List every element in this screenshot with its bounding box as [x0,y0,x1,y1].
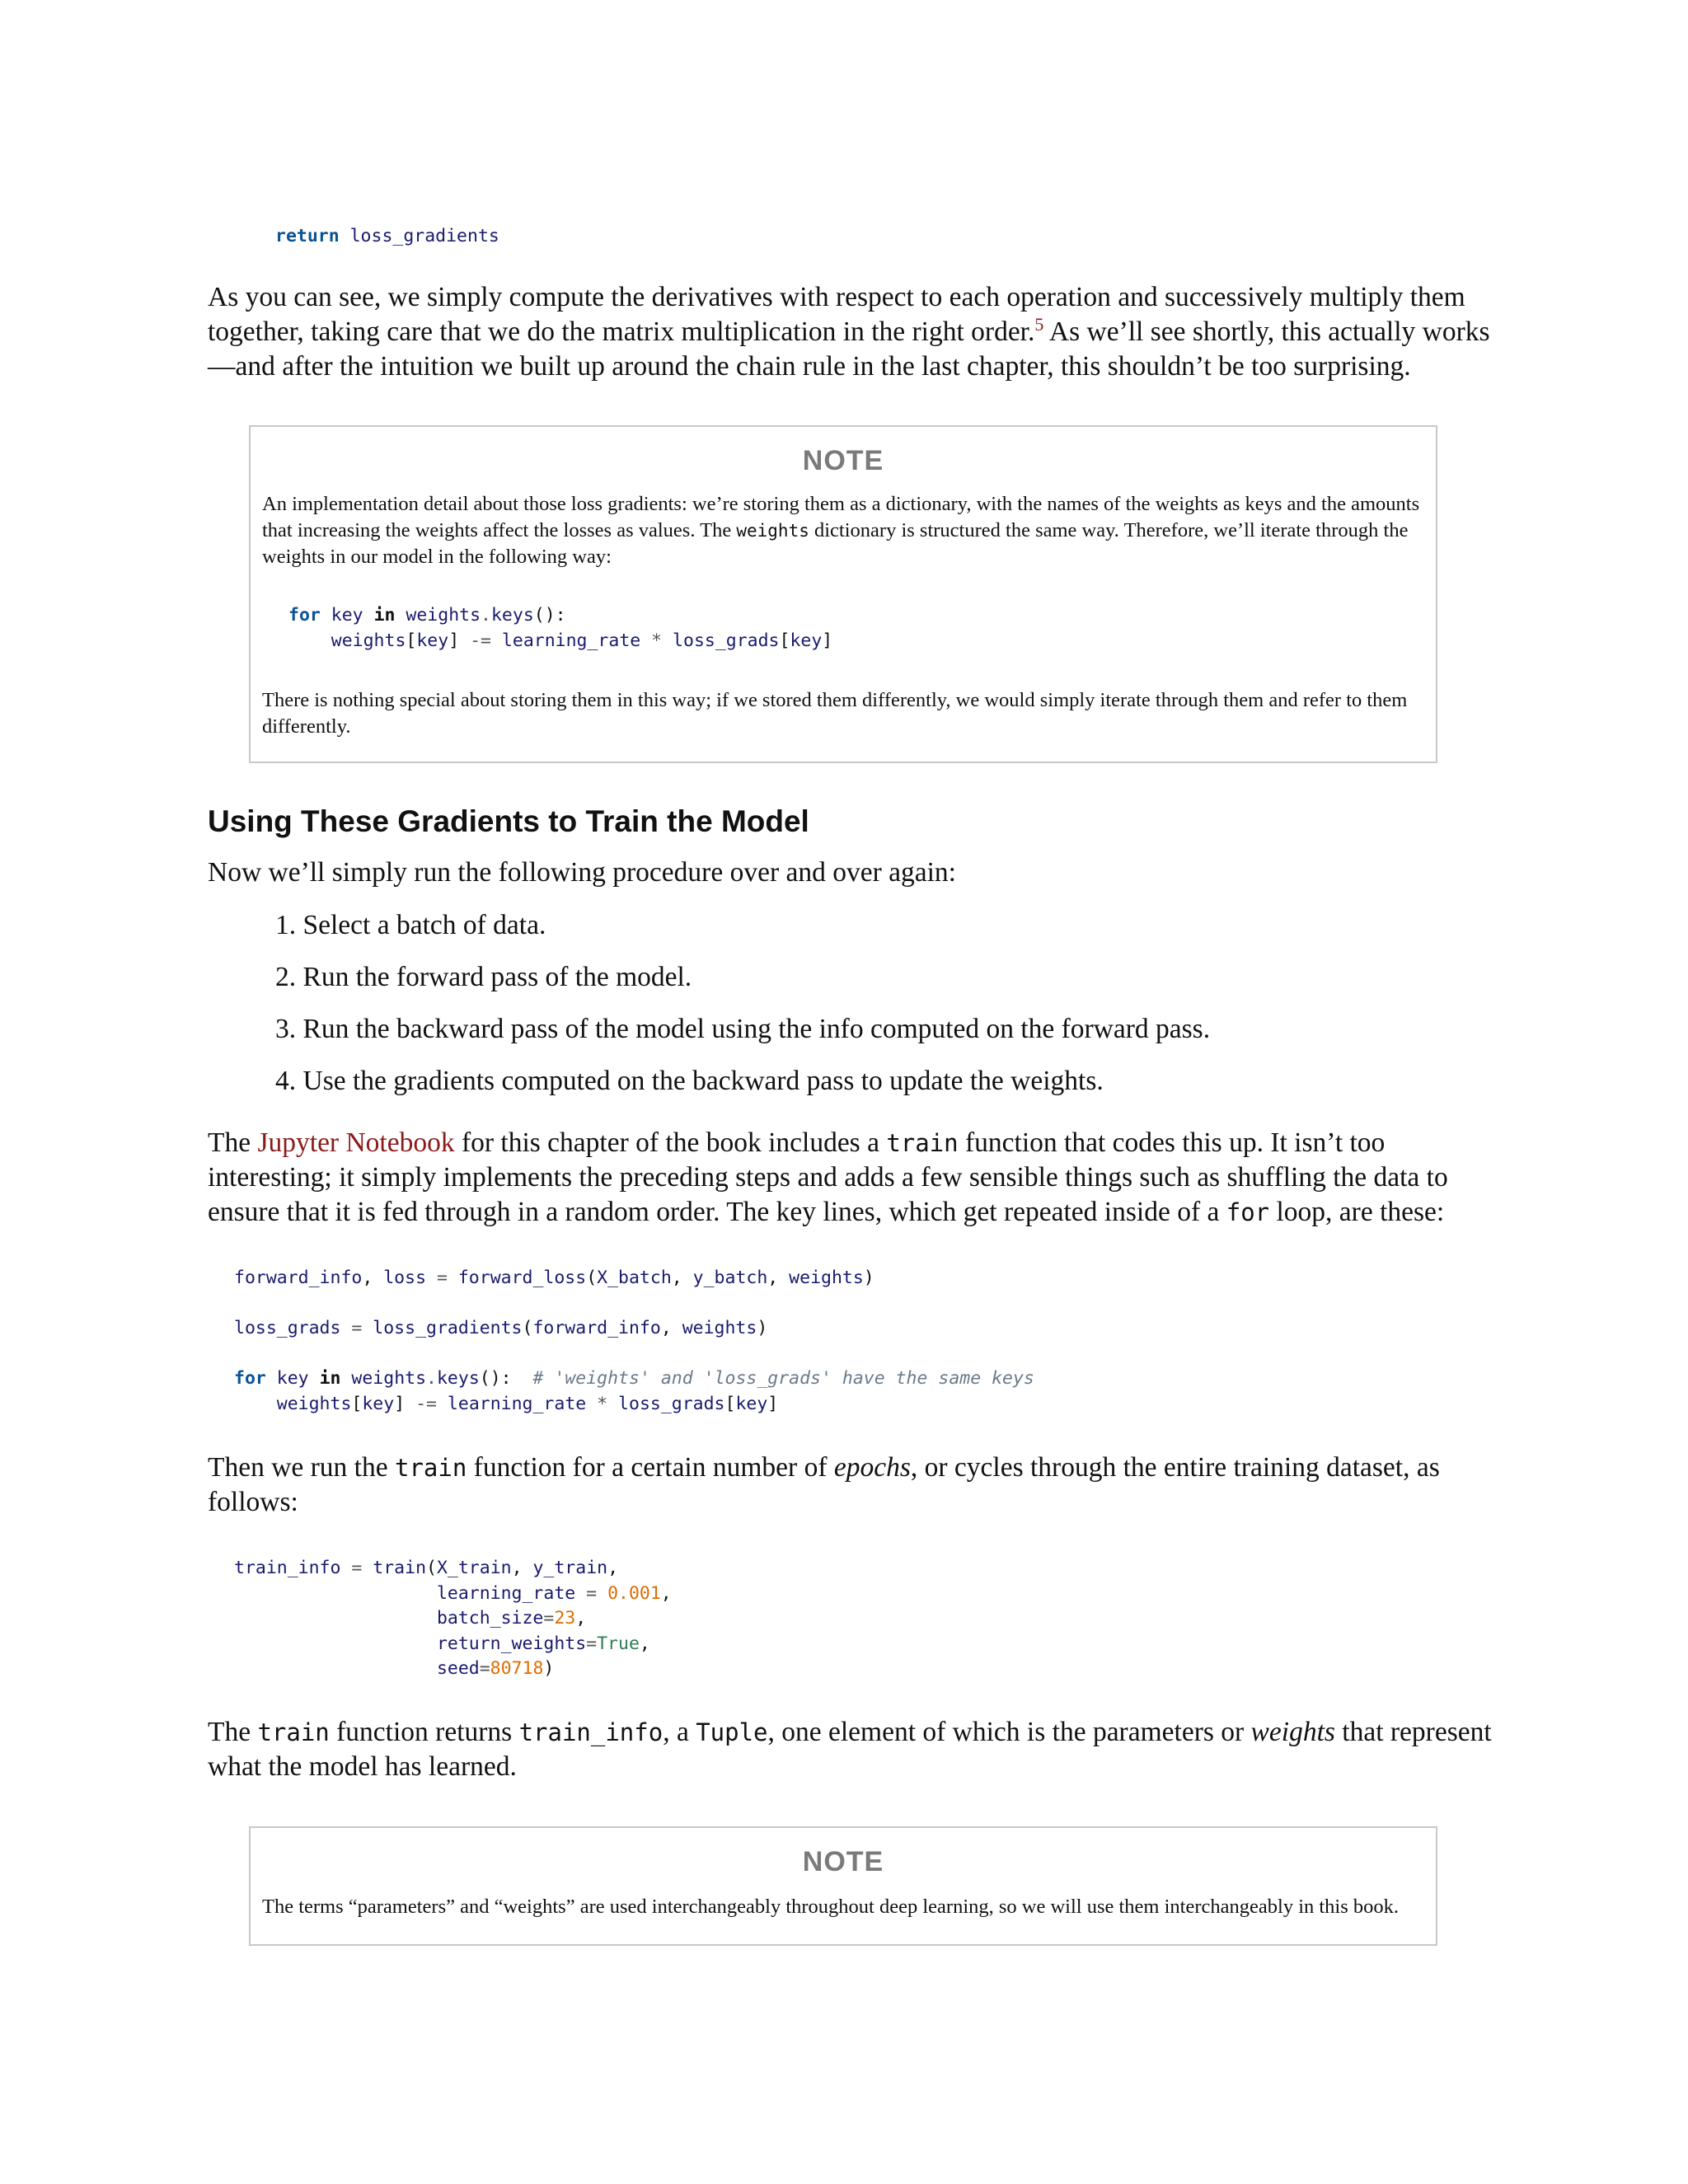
paragraph-epochs [208,1451,1493,1520]
list-item: 4. Use the gradients computed on the backward pass to update the weights. [275,1066,1104,1096]
inline-code: train [886,1129,959,1157]
paragraph-text: As we’ll see shortly, this actually works—and after the intuition we built up around the chain rule in the last chapter, this shouldn’t be too surprising. [208,316,1490,382]
inline-code: weights [736,521,809,541]
emphasis-text: weights [1250,1717,1335,1747]
note-title: NOTE [802,445,884,476]
section-heading: Using These Gradients to Train the Model [208,804,809,838]
code-return-line [275,224,499,250]
code-keyword: return [275,226,340,246]
emphasis-text: epochs [833,1452,911,1483]
jupyter-notebook-link[interactable]: Jupyter Notebook [257,1127,455,1158]
paragraph-text: for this chapter of the book includes a [454,1127,887,1158]
intro-paragraph: Now we’ll simply run the following procedure over and over again: [208,857,956,888]
inline-code: Tuple [696,1718,768,1746]
paragraph-text: , or cycles through the entire training dataset, as follows: [208,1452,1440,1517]
note-paragraph: There is nothing special about storing them in this way; if we stored them differently, we would simply iterate through them and refer to them differently. [262,689,1408,738]
list-item: 3. Run the backward pass of the model using the info computed on the forward pass. [275,1014,1211,1044]
note-title: NOTE [802,1846,884,1877]
footnote-link[interactable]: 5 [1034,313,1044,335]
paragraph-text: that represent what the model has learned. [208,1717,1492,1782]
paragraph-text: function returns [329,1717,519,1747]
paragraph-text: As you can see, we simply compute the derivatives with respect to each operation and successively multiply them together, taking care that we do the matrix multiplication in the right order. [208,282,1465,347]
paragraph-train-function [208,1126,1493,1230]
code-block-train-call: train_info = train(X_train, y_train, learning_rate = 0.001, batch_size=23, return_weights=True, seed=80718) [234,1558,672,1679]
paragraph-text: , one element of which is the parameters or [767,1717,1251,1747]
inline-code: train [394,1454,467,1482]
paragraph-text: loop, are these: [1269,1197,1445,1227]
note-box-terminology [249,1826,1437,1946]
note-box-implementation [249,425,1437,763]
inline-code: train_info [518,1718,663,1746]
inline-code: train [257,1718,330,1746]
paragraph-text: function that codes this up. It isn’t too interesting; it simply implements the preceding steps and adds a few sensible things such as shuffling the data to ensure that it is fed through in a random order. The key lines, which get repeated inside of a [208,1127,1448,1227]
paragraph-chain-rule [208,280,1493,384]
list-item: 2. Run the forward pass of the model. [275,962,692,992]
code-block-key-lines: forward_info, loss = forward_loss(X_batch, y_batch, weights) loss_grads = loss_gradients(forward_info, weights) for key in weights.keys(): # 'weights' and 'loss_grads' have the same keys weights[key] -= learning_rate * loss_grads[key] [234,1268,1034,1414]
note-paragraph [262,491,1424,570]
paragraph-text: , a [663,1717,696,1747]
note-code-block: for key in weights.keys(): weights[key] -= learning_rate * loss_grads[key] [288,605,833,651]
paragraph-text: The [208,1127,258,1158]
note-paragraph: The terms “parameters” and “weights” are used interchangeably throughout deep learning, so we will use them interchangeably in this book. [262,1896,1400,1918]
paragraph-text: The [208,1717,258,1747]
note-text: An implementation detail about those loss gradients: we’re storing them as a dictionary, with the names of the weights as keys and the amounts that increasing the weights affect the losses as values. The [262,493,1420,541]
list-item: 1. Select a batch of data. [275,910,546,940]
note-text: dictionary is structured the same way. Therefore, we’ll iterate through the weights in our model in the following way: [262,519,1409,568]
paragraph-train-returns [208,1715,1493,1784]
paragraph-text: Then we run the [208,1452,395,1483]
code-identifier: loss_gradients [339,226,499,246]
inline-code: for [1226,1198,1270,1226]
paragraph-text: function for a certain number of [467,1452,834,1483]
